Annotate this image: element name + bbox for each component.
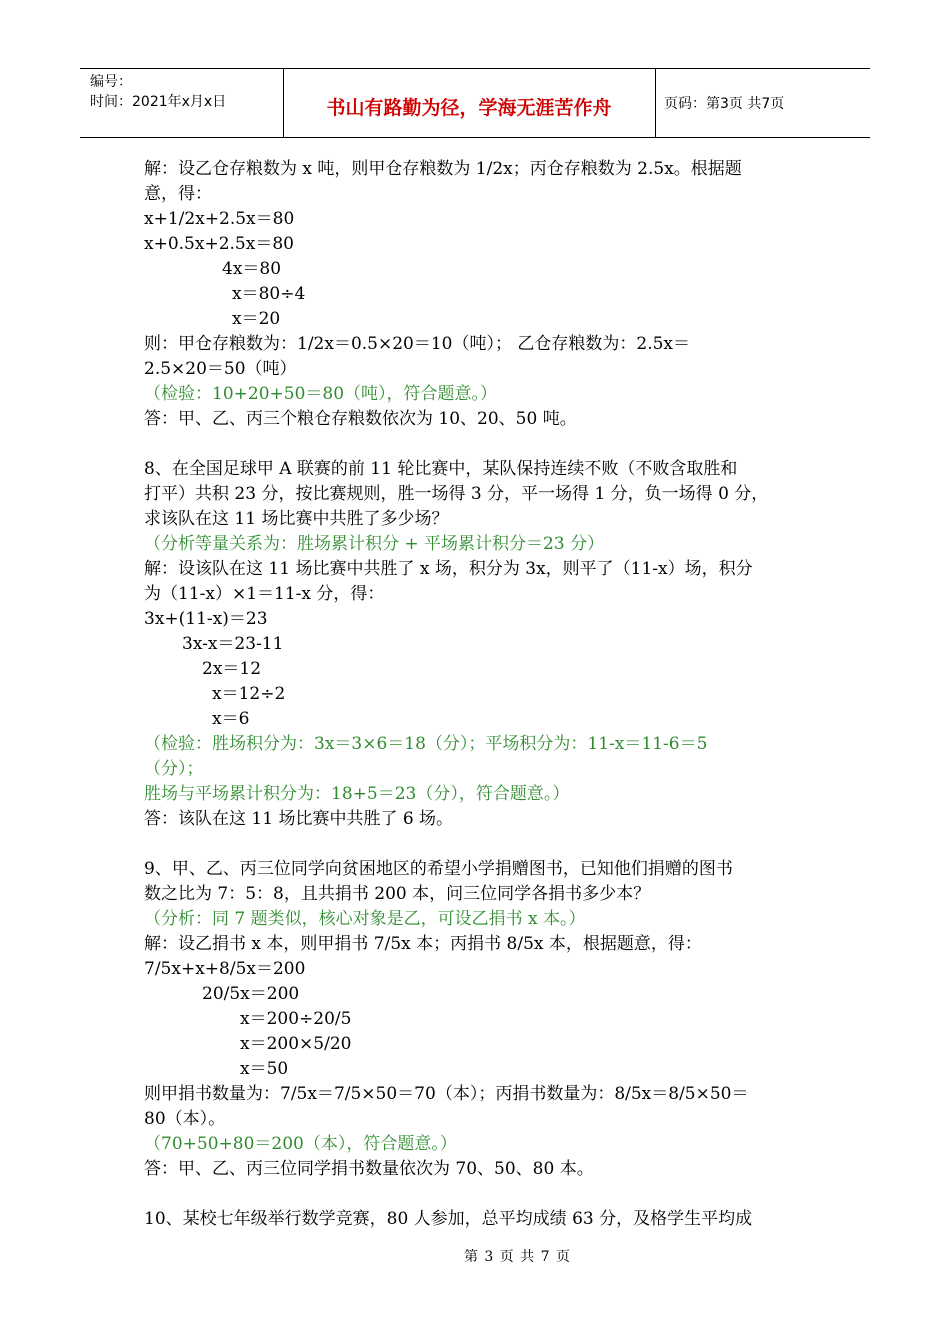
text-line: 解：设该队在这 11 场比赛中共胜了 x 场，积分为 3x，则平了（11-x）场，积分: [144, 559, 753, 579]
equation-line: x＝200÷20/5: [240, 1009, 352, 1029]
header-meta-cell: [80, 69, 284, 137]
check-note: （检验：胜场积分为：3x＝3×6＝18（分）；平场积分为：11-x＝11-6＝5: [144, 734, 708, 754]
question-line: 求该队在这 11 场比赛中共胜了多少场？: [144, 509, 449, 529]
equation-line: 3x-x＝23-11: [182, 634, 284, 654]
text-line: 80（本）。: [144, 1109, 226, 1129]
text-line: 意，得：: [144, 184, 212, 204]
equation-line: x＝20: [232, 309, 281, 329]
equation-line: 2x＝12: [202, 659, 262, 679]
text-line: 2.5×20＝50（吨）: [144, 359, 297, 379]
equation-line: x＝12÷2: [212, 684, 286, 704]
analysis-note: （分析等量关系为：胜场累计积分 + 平场累计积分＝23 分）: [144, 534, 605, 554]
equation-line: 4x＝80: [222, 259, 282, 279]
page-header: [80, 68, 870, 138]
header-time-label: 时间：2021年x月x日: [90, 94, 227, 110]
equation-line: 3x+(11-x)＝23: [144, 609, 268, 629]
text-line: 为（11-x）×1＝11-x 分，得：: [144, 584, 385, 604]
equation-line: x+1/2x+2.5x＝80: [144, 209, 295, 229]
check-note: （分）；: [144, 759, 204, 779]
text-line: 解：设乙捐书 x 本，则甲捐书 7/5x 本；丙捐书 8/5x 本，根据题意，得：: [144, 934, 702, 954]
check-note: （70+50+80＝200（本），符合题意。）: [144, 1134, 457, 1154]
header-page-info: 页码：第3页 共7页: [664, 96, 785, 112]
question-line: 10、某校七年级举行数学竞赛，80 人参加，总平均成绩 63 分，及格学生平均成: [144, 1209, 753, 1229]
header-motto: 书山有路勤为径，学海无涯苦作舟: [326, 97, 612, 119]
check-note: 胜场与平场累计积分为：18+5＝23（分），符合题意。）: [144, 784, 570, 804]
equation-line: x+0.5x+2.5x＝80: [144, 234, 294, 254]
answer-line: 答：甲、乙、丙三位同学捐书数量依次为 70、50、80 本。: [144, 1159, 594, 1179]
question-line: 8、在全国足球甲 A 联赛的前 11 轮比赛中，某队保持连续不败（不败含取胜和: [144, 459, 738, 479]
header-page-cell: [656, 69, 870, 137]
equation-line: 20/5x＝200: [202, 984, 300, 1004]
header-number-label: 编号：: [90, 74, 132, 90]
equation-line: x＝50: [240, 1059, 289, 1079]
page-footer: 第 3 页 共 7 页: [463, 1249, 572, 1265]
answer-line: 答：甲、乙、丙三个粮仓存粮数依次为 10、20、50 吨。: [144, 409, 577, 429]
equation-line: x＝200×5/20: [240, 1034, 352, 1054]
text-line: 则甲捐书数量为：7/5x＝7/5×50＝70（本）；丙捐书数量为：8/5x＝8/5×50＝: [144, 1084, 749, 1104]
equation-line: x＝6: [212, 709, 250, 729]
header-motto-cell: [283, 69, 656, 137]
question-line: 9、甲、乙、丙三位同学向贫困地区的希望小学捐赠图书，已知他们捐赠的图书: [144, 859, 733, 879]
analysis-note: （分析：同 7 题类似，核心对象是乙，可设乙捐书 x 本。）: [144, 909, 586, 929]
question-line: 数之比为 7：5：8，且共捐书 200 本，问三位同学各捐书多少本？: [144, 884, 651, 904]
document-body: [144, 157, 824, 1232]
text-line: 则：甲仓存粮数为：1/2x＝0.5×20＝10（吨）； 乙仓存粮数为：2.5x＝: [144, 334, 691, 354]
question-line: 打平）共积 23 分，按比赛规则，胜一场得 3 分，平一场得 1 分，负一场得 0 分，: [144, 484, 769, 504]
text-line: 解：设乙仓存粮数为 x 吨，则甲仓存粮数为 1/2x；丙仓存粮数为 2.5x。根据题: [144, 159, 742, 179]
equation-line: 7/5x+x+8/5x＝200: [144, 959, 306, 979]
answer-line: 答：该队在这 11 场比赛中共胜了 6 场。: [144, 809, 454, 829]
equation-line: x＝80÷4: [232, 284, 306, 304]
check-note: （检验：10+20+50＝80（吨），符合题意。）: [144, 384, 498, 404]
